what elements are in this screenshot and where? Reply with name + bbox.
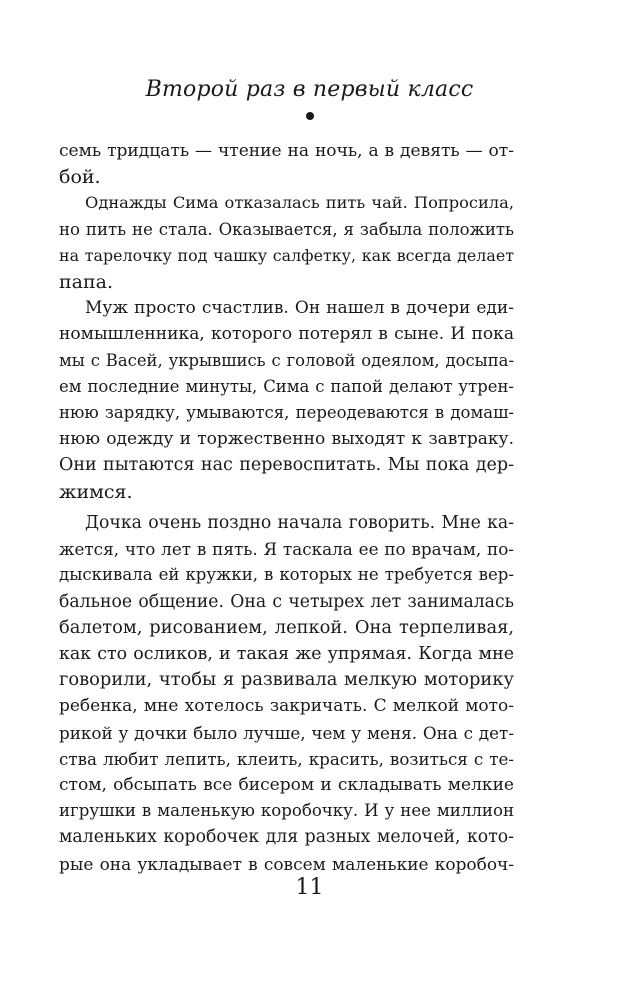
text-line: как сто осликов, и такая же упрямая. Когда мне <box>59 644 514 665</box>
text-line: стом, обсыпать все бисером и складывать мелкие <box>59 775 514 796</box>
text-line: папа. <box>59 271 114 294</box>
text-line: Однажды Сима отказалась пить чай. Попросила, <box>85 193 514 213</box>
text-line: бой. <box>59 166 101 189</box>
text-line: жется, что лет в пять. Я таскала ее по врачам, по- <box>59 539 514 560</box>
text-line: рикой у дочки было лучше, чем у меня. Она с дет- <box>59 722 514 743</box>
text-line: жимся. <box>59 480 133 503</box>
text-line: балетом, рисованием, лепкой. Она терпеливая, <box>59 616 514 638</box>
text-line: нюю зарядку, умываются, переодеваются в домаш- <box>59 403 514 423</box>
text-line: семь тридцать — чтение на ночь, а в девять — от- <box>59 141 514 161</box>
text-line: маленьких коробочек для разных мелочей, кото- <box>59 827 514 848</box>
running-head: Второй раз в первый класс <box>145 77 474 102</box>
header-bullet-ornament <box>306 112 314 120</box>
text-line: ребенка, мне хотелось закричать. С мелкой мото- <box>59 696 514 717</box>
text-line: мы с Васей, укрывшись с головой одеялом, досыпа- <box>59 350 514 370</box>
text-line: рые она укладывает в совсем маленькие коробоч- <box>59 853 514 874</box>
text-line: Муж просто счастлив. Он нашел в дочери еди- <box>85 298 514 319</box>
text-line: дыскивала ей кружки, в которых не требуется вер- <box>59 565 514 585</box>
text-line: нюю одежду и торжественно выходят к завтраку. <box>59 429 514 450</box>
text-block-2 <box>59 510 514 877</box>
text-line: бальное общение. Она с четырех лет занималась <box>59 591 514 612</box>
text-line: игрушки в маленькую коробочку. И у нее миллион <box>59 801 514 821</box>
text-line: на тарелочку под чашку салфетку, как всегда делает <box>59 245 514 265</box>
page-number: 11 <box>295 875 324 900</box>
text-block-1 <box>59 138 514 505</box>
text-line: Дочка очень поздно начала говорить. Мне ка- <box>85 513 514 533</box>
text-line: но пить не стала. Оказывается, я забыла положить <box>59 219 514 239</box>
text-line: номышленника, которого потерял в сыне. И пока <box>59 324 514 345</box>
text-line: ем последние минуты, Сима с папой делают утрен- <box>59 376 514 396</box>
text-line: ства любит лепить, клеить, красить, возиться с те- <box>59 748 514 769</box>
text-line: говорили, чтобы я развивала мелкую моторику <box>59 669 514 691</box>
text-line: Они пытаются нас перевоспитать. Мы пока дер- <box>59 455 514 476</box>
